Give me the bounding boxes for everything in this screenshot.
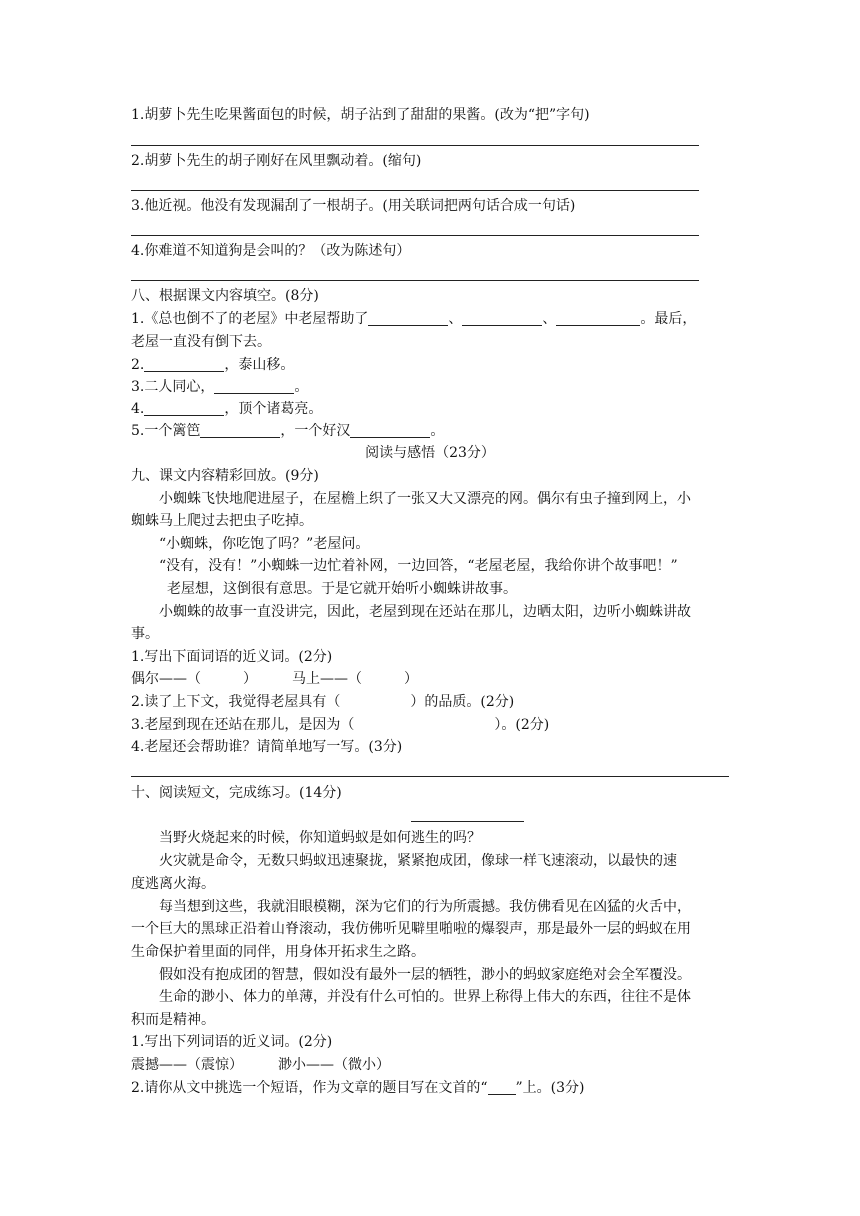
fill-blank [488,1080,516,1095]
question-8-2 [131,356,294,374]
q8-4-end: ，顶个诸葛亮。 [224,401,323,417]
passage-10-line: 生命保护着里面的同伴，用身体开拓求生之路。 [131,944,425,960]
passage-10-line: 假如没有抱成团的智慧，假如没有最外一层的牺牲，渺小的蚂蚁家庭绝对会全军覆没。 [159,967,691,983]
question-7-2: 2.胡萝卜先生的胡子刚好在风里飘动着。(缩句) [131,153,422,169]
question-10-1-answers: 震撼——（震惊） 渺小——（微小） [131,1057,390,1073]
question-9-2: 2.读了上下文，我觉得老屋具有（ ）的品质。(2分) [131,694,515,710]
passage-9-line: 蜘蛛马上爬过去把虫子吃掉。 [131,513,313,529]
q8-5-text: 5.一个篱笆 [131,423,201,439]
q10-2-text: 2.请你从文中挑选一个短语，作为文章的题目写在文首的“ [131,1080,488,1096]
q8-4-text: 4. [131,401,145,417]
question-9-1-words: 偶尔——（ ） 马上——（ ） [131,671,418,687]
question-10-2 [131,1079,585,1097]
question-8-4 [131,400,322,418]
passage-10-line: 当野火烧起来的时候，你知道蚂蚁是如何逃生的吗？ [159,830,481,846]
section-10-heading: 十、阅读短文，完成练习。(14分) [131,785,342,801]
passage-10-line: 一个巨大的黑球正沿着山脊滚动，我仿佛听见噼里啪啦的爆裂声，那是最外一层的蚂蚁在用 [131,921,691,937]
fill-blank [556,311,640,326]
separator: 、 [542,311,557,327]
passage-10-line: 每当想到这些，我就泪眼模糊，深为它们的行为所震撼。我仿佛看见在凶猛的火舌中， [159,899,691,915]
fill-blank [214,379,294,394]
fill-blank [368,311,448,326]
passage-9-line: 小蜘蛛的故事一直没讲完，因此，老屋到现在还站在那儿，边晒太阳，边听小蜘蛛讲故 [159,604,691,620]
question-7-1: 1.胡萝卜先生吃果酱面包的时候，胡子沾到了甜甜的果酱。(改为“把”字句) [131,107,590,123]
question-8-1-cont: 老屋一直没有倒下去。 [131,334,271,350]
question-9-3: 3.老屋到现在还站在那儿，是因为（ ）。(2分) [131,717,550,733]
reading-section-title: 阅读与感悟（23分） [365,445,495,461]
fill-blank [350,423,430,438]
answer-line-7-4 [131,280,699,281]
fill-blank [200,423,280,438]
answer-line-7-1 [131,145,699,146]
passage-9-line: “没有，没有！”小蜘蛛一边忙着补网，一边回答，“老屋老屋，我给你讲个故事吧！” [159,558,678,574]
passage-9-line: 小蜘蛛飞快地爬进屋子，在屋檐上织了一张又大又漂亮的网。偶尔有虫子撞到网上，小 [159,491,691,507]
question-9-1: 1.写出下面词语的近义词。(2分) [131,649,333,665]
q8-3-text: 3.二人同心， [131,379,215,395]
passage-10-line: 火灾就是命令，无数只蚂蚁迅速聚拢，紧紧抱成团，像球一样飞速滚动，以最快的速 [159,853,677,869]
section-9-heading: 九、课文内容精彩回放。(9分) [131,468,319,484]
section-8-heading: 八、根据课文内容填空。(8分) [131,288,319,304]
q8-5-end: 。 [430,423,445,439]
q10-2-end: ”上。(3分) [515,1080,585,1096]
q8-3-end: 。 [294,379,309,395]
passage-10-line: 生命的渺小、体力的单薄，并没有什么可怕的。世界上称得上伟大的东西，往往不是体 [159,989,691,1005]
question-9-4: 4.老屋还会帮助谁？请简单地写一写。(3分) [131,739,403,755]
fill-blank [144,401,224,416]
separator: 、 [448,311,463,327]
passage-9-line: “小蜘蛛，你吃饱了吗？”老屋问。 [159,536,370,552]
question-7-4: 4.你难道不知道狗是会叫的？（改为陈述句） [131,243,411,259]
q8-1-end: 。最后， [640,311,697,327]
question-8-1 [131,310,696,328]
passage-10-line: 积而是精神。 [131,1012,215,1028]
question-10-1: 1.写出下列词语的近义词。(2分) [131,1034,333,1050]
passage-9-line: 事。 [131,626,159,642]
fill-blank [144,357,224,372]
q8-2-text: 2. [131,357,145,373]
q8-2-end: ，泰山移。 [224,357,295,373]
answer-line-7-2 [131,190,699,191]
question-7-3: 3.他近视。他没有发现漏刮了一根胡子。(用关联词把两句话合成一句话) [131,198,576,214]
q8-1-text: 1.《总也倒不了的老屋》中老屋帮助了 [131,311,369,327]
fill-blank [462,311,542,326]
question-8-5 [131,422,444,440]
q8-5-mid: ，一个好汉 [280,423,351,439]
passage-10-line: 度逃离火海。 [131,876,215,892]
answer-line-9-4 [131,776,729,777]
question-8-3 [131,378,308,396]
title-blank-line [411,821,524,822]
passage-9-line: 老屋想，这倒很有意思。于是它就开始听小蜘蛛讲故事。 [167,581,517,597]
answer-line-7-3 [131,235,699,236]
